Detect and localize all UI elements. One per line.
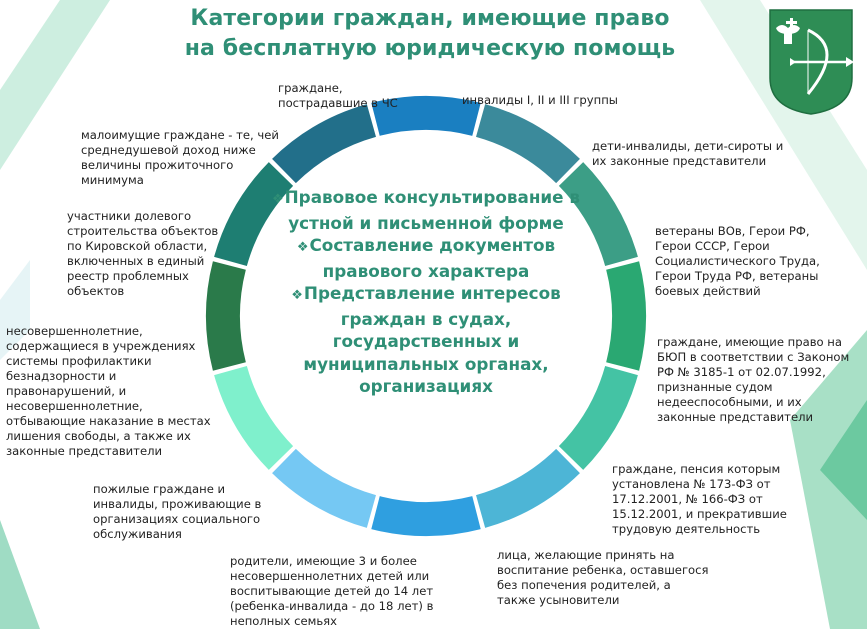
service-text: Составление документов правового характера: [309, 235, 556, 281]
category-label-adoptive-parents: лица, желающие принять на воспитание ребенка, оставшегося без попечения родителей, а также усыновители: [497, 548, 709, 607]
service-text: Правовое консультирование в устной и письменной форме: [284, 187, 581, 233]
category-label-minors: несовершеннолетние, содержащиеся в учреждениях системы профилактики безнадзорности и правонарушений, и несовершеннолетние, отбывающие наказание в местах лишения свободы, а также их законные представители: [6, 324, 211, 458]
category-label-disabled: инвалиды I, II и III группы: [462, 93, 618, 107]
ring-segment: [606, 261, 646, 370]
category-label-low-income: малоимущие граждане - те, чей среднедушевой доход ниже величины прожиточного минимума: [81, 128, 279, 187]
category-label-veterans: ветераны ВОв, Герои РФ, Герои СССР, Герои Социалистического Труда, Герои Труда РФ, ветераны боевых действий: [655, 224, 820, 298]
diamond-bullet-icon: ❖: [296, 240, 309, 255]
category-label-emergency-victims: граждане, пострадавшие в ЧС: [278, 81, 398, 110]
ring-segment: [371, 496, 480, 536]
category-label-incapacitated: граждане, имеющие право на БЮП в соответствии с Законом РФ № 3185-1 от 02.07.1992, признанные судом недееспособными, и их законные представители: [657, 335, 850, 424]
category-label-disabled-children: дети-инвалиды, дети-сироты и их законные представители: [592, 139, 784, 168]
category-label-elderly-care: пожилые граждане и инвалиды, проживающие в организациях социального обслуживания: [93, 482, 262, 541]
diamond-bullet-icon: ❖: [291, 288, 303, 303]
service-item: [262, 186, 590, 234]
category-label-pensioners: граждане, пенсия которым установлена № 173-ФЗ от 17.12.2001, № 166-ФЗ от 15.12.2001, и прекратившие трудовую деятельность: [612, 462, 787, 536]
services-list: [262, 186, 590, 398]
service-item: [262, 234, 590, 282]
page-title-line-2: на бесплатную юридическую помощь: [184, 36, 676, 61]
service-text: Представление интересов граждан в судах, государственных и муниципальных органах, организациях: [303, 283, 561, 396]
category-label-large-families: родители, имеющие 3 и более несовершеннолетних детей или воспитывающие детей до 14 лет (ребенка-инвалида - до 18 лет) в неполных семьях: [230, 554, 434, 628]
page-title-line-1: Категории граждан, имеющие право: [190, 6, 670, 31]
service-item: [262, 282, 590, 398]
category-label-shared-construction: участники долевого строительства объектов по Кировской области, включенных в единый реестр проблемных объектов: [67, 209, 219, 298]
diamond-bullet-icon: ❖: [271, 192, 284, 207]
